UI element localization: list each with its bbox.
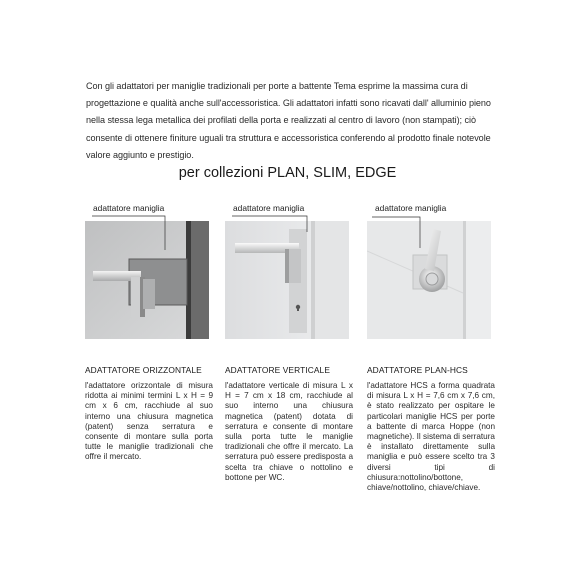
adapter-label: adattatore maniglia xyxy=(375,203,447,213)
item-title: ADATTATORE VERTICALE xyxy=(225,365,330,375)
intro-paragraph: Con gli adattatori per maniglie tradizionali per porte a battente Tema esprime la massima cura di progettazione e qualità anche sull'accessoristica. Gli adattatori infatti sono ricavati dall' alluminio pieno nella stessa lega metallica dei profilati della porta e realizzati al centro di lavoro (non stampati); ciò consente di ottenere finiture uguali tra struttura e accessoristica conferendo al prodotto finale notevole valore aggiunto e prestigio. xyxy=(86,81,491,160)
item-description: l'adattatore orizzontale di misura ridotta ai minimi termini L x H = 9 cm x 6 cm, racchiude al suo interno una chiusura magnetica (patent) senza serratura e consente di montare sulla porta tutte le maniglie tradizionali che offre il mercato. xyxy=(85,381,213,462)
item-title: ADATTATORE PLAN-HCS xyxy=(367,365,468,375)
item-title: ADATTATORE ORIZZONTALE xyxy=(85,365,202,375)
adapter-label: adattatore maniglia xyxy=(233,203,305,213)
section-title: per collezioni PLAN, SLIM, EDGE xyxy=(178,165,397,181)
item-description: l'adattatore HCS a forma quadrata di misura L x H = 7,6 cm x 7,6 cm, è stato realizzato per ospitare le particolari maniglie HCS per porte a battente di marca Hoppe (non magnetiche). Il sistema di serratura è installato direttamente sulla maniglia e può essere scelto tra 3 diversi tipi di chiusura:nottolino/bottone, chiave/nottolino, chiave/chiave. xyxy=(367,381,495,493)
adapter-label: adattatore maniglia xyxy=(93,203,165,213)
item-description: l'adattatore verticale di misura L x H = 7 cm x 18 cm, racchiude al suo interno una chiusura magnetica (patent) dotata di serratura e consente di montare sulla porta tutte le maniglie tradizionali che offre il mercato. La serratura può essere predisposta a scelta tra chiave o nottolino e bottone per WC. xyxy=(225,381,353,482)
